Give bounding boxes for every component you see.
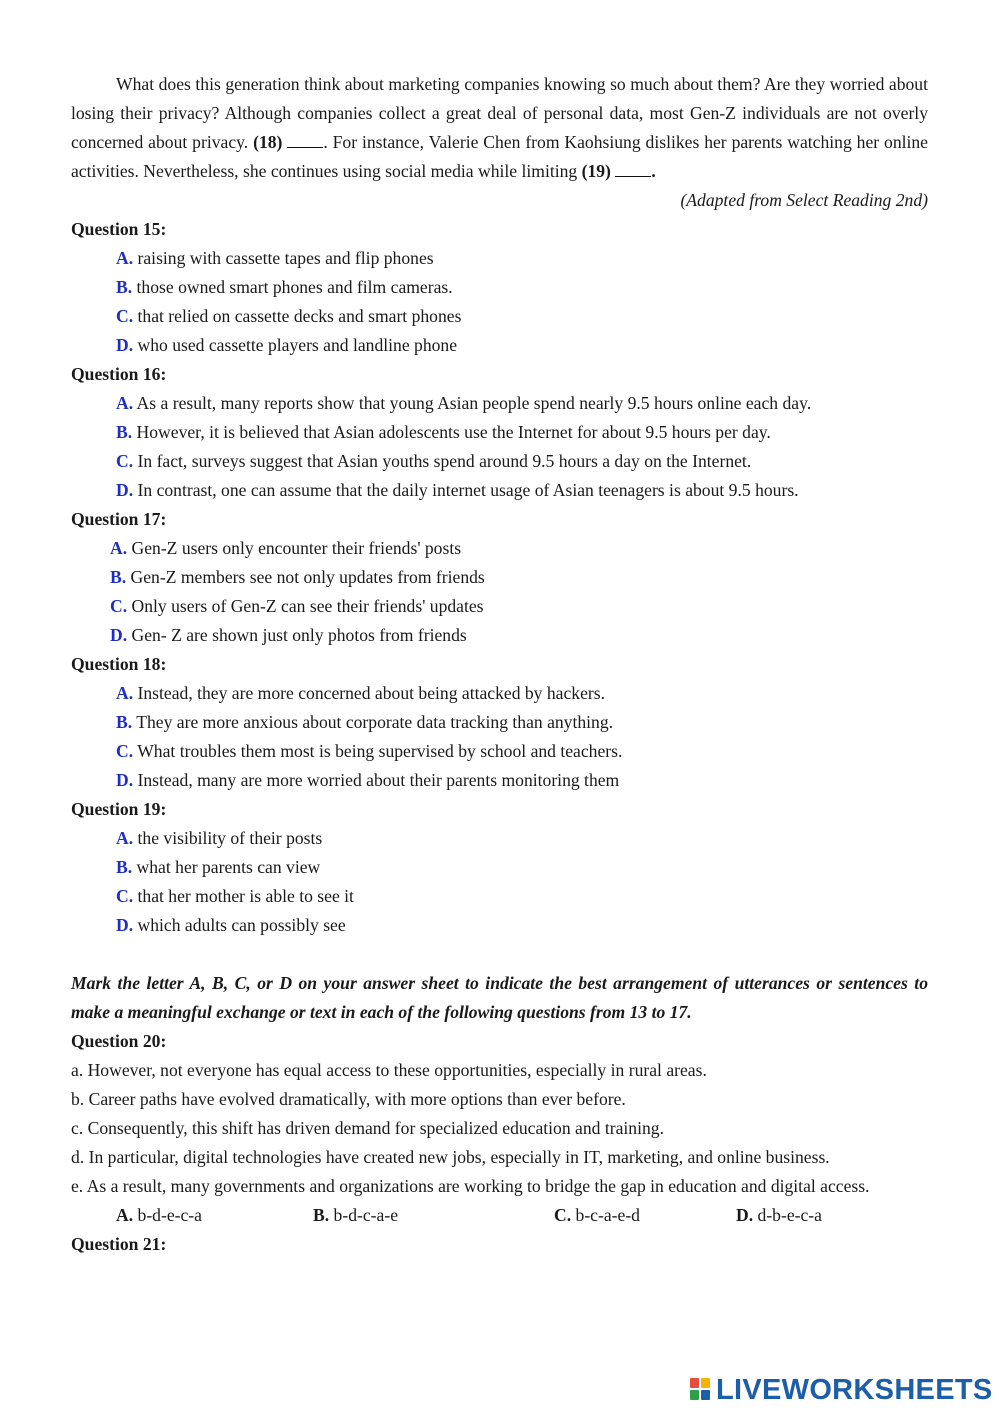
option-letter: D.: [736, 1205, 754, 1225]
option-text: which adults can possibly see: [137, 915, 346, 935]
gap-marker-18: (18): [253, 132, 283, 152]
question-19-option-b[interactable]: [71, 853, 928, 882]
option-letter: A.: [110, 538, 128, 558]
gap-marker-19: (19): [581, 161, 611, 181]
option-letter: C.: [116, 741, 134, 761]
option-letter: A.: [116, 248, 134, 268]
question-18-option-c[interactable]: [71, 737, 928, 766]
option-letter: B.: [116, 422, 133, 442]
question-20-option-d[interactable]: [736, 1201, 822, 1230]
question-20-answers: [71, 1201, 928, 1230]
option-text: Gen-Z members see not only updates from friends: [130, 567, 485, 587]
option-letter: D.: [110, 625, 128, 645]
question-16-title: Question 16:: [71, 364, 167, 384]
option-letter: D.: [116, 335, 134, 355]
question-16-option-d[interactable]: [71, 476, 928, 505]
option-text: who used cassette players and landline phone: [137, 335, 458, 355]
question-17-option-c[interactable]: [71, 592, 928, 621]
option-letter: A.: [116, 1205, 134, 1225]
question-20-sentence-b: b. Career paths have evolved dramatically, with more options than ever before.: [71, 1089, 626, 1109]
option-text: that relied on cassette decks and smart phones: [137, 306, 462, 326]
option-letter: B.: [116, 712, 133, 732]
question-17-option-d[interactable]: [71, 621, 928, 650]
option-text: what her parents can view: [136, 857, 321, 877]
question-20-option-b[interactable]: [313, 1201, 398, 1230]
question-18-option-d[interactable]: [71, 766, 928, 795]
passage-text-1: What does this generation think about marketing companies knowing so much about them? Are they worried about losing their privacy? Although companies collect a great deal of personal data, most Gen-Z individuals are not overly concerned about privacy.: [71, 74, 928, 152]
option-letter: C.: [116, 451, 134, 471]
option-text: However, it is believed that Asian adolescents use the Internet for about 9.5 hours per day.: [136, 422, 771, 442]
question-16-option-c[interactable]: [71, 447, 928, 476]
option-letter: D.: [116, 915, 134, 935]
option-letter: C.: [110, 596, 128, 616]
question-19-title: Question 19:: [71, 799, 167, 819]
option-letter: C.: [116, 306, 134, 326]
question-20-option-a[interactable]: [116, 1201, 202, 1230]
passage-source: (Adapted from Select Reading 2nd): [680, 190, 928, 210]
option-text: that her mother is able to see it: [137, 886, 354, 906]
section-instruction: Mark the letter A, B, C, or D on your answer sheet to indicate the best arrangement of utterances or sentences to make a meaningful exchange or text in each of the following questions from 13 to 17.: [71, 973, 928, 1022]
question-18-option-a[interactable]: [71, 679, 928, 708]
question-17-option-a[interactable]: [71, 534, 928, 563]
option-text: Gen-Z users only encounter their friends' posts: [131, 538, 462, 558]
question-16-option-a[interactable]: [71, 389, 928, 418]
option-letter: A.: [116, 393, 134, 413]
worksheet-page: [71, 70, 928, 1259]
question-20-sentence-c: c. Consequently, this shift has driven demand for specialized education and training.: [71, 1118, 664, 1138]
blank-19: [615, 162, 651, 177]
option-text: As a result, many reports show that young Asian people spend nearly 9.5 hours online each day.: [136, 393, 812, 413]
option-text: What troubles them most is being supervised by school and teachers.: [137, 741, 623, 761]
option-letter: C.: [554, 1205, 572, 1225]
logo-text: LIVEWORKSHEETS: [716, 1373, 993, 1406]
question-20-sentence-d: d. In particular, digital technologies have created new jobs, especially in IT, marketing, and online business.: [71, 1147, 830, 1167]
question-16-option-b[interactable]: [71, 418, 928, 447]
option-letter: B.: [110, 567, 127, 587]
option-letter: D.: [116, 770, 134, 790]
option-letter: B.: [313, 1205, 330, 1225]
question-20-sentence-e: e. As a result, many governments and organizations are working to bridge the gap in education and digital access.: [71, 1176, 870, 1196]
option-letter: B.: [116, 277, 133, 297]
question-21-title: Question 21:: [71, 1234, 167, 1254]
question-17-title: Question 17:: [71, 509, 167, 529]
option-letter: D.: [116, 480, 134, 500]
blank-18: [287, 133, 323, 148]
question-15-option-c[interactable]: [71, 302, 928, 331]
option-text: the visibility of their posts: [137, 828, 323, 848]
question-15-option-d[interactable]: [71, 331, 928, 360]
question-20-title: Question 20:: [71, 1031, 167, 1051]
option-text: b-d-e-c-a: [137, 1205, 202, 1225]
question-18-option-b[interactable]: [71, 708, 928, 737]
option-text: Instead, many are more worried about their parents monitoring them: [137, 770, 620, 790]
liveworksheets-logo-icon: [690, 1378, 712, 1402]
question-19-option-a[interactable]: [71, 824, 928, 853]
passage-end-period: .: [651, 161, 656, 181]
option-letter: C.: [116, 886, 134, 906]
question-20-option-c[interactable]: [554, 1201, 640, 1230]
option-text: Instead, they are more concerned about being attacked by hackers.: [137, 683, 606, 703]
option-text: In fact, surveys suggest that Asian youths spend around 9.5 hours a day on the Internet.: [137, 451, 752, 471]
option-text: d-b-e-c-a: [757, 1205, 822, 1225]
option-letter: A.: [116, 683, 134, 703]
option-text: Only users of Gen-Z can see their friends' updates: [131, 596, 484, 616]
liveworksheets-logo[interactable]: [690, 1374, 993, 1406]
question-19-option-c[interactable]: [71, 882, 928, 911]
option-text: raising with cassette tapes and flip phones: [137, 248, 434, 268]
question-19-option-d[interactable]: [71, 911, 928, 940]
option-text: b-c-a-e-d: [575, 1205, 640, 1225]
passage-text-2: . For instance, Valerie Chen from Kaohsiung dislikes her parents watching her online activities. Nevertheless, she continues using social media while limiting: [71, 132, 928, 181]
question-17-option-b[interactable]: [71, 563, 928, 592]
question-15-option-a[interactable]: [71, 244, 928, 273]
option-text: They are more anxious about corporate data tracking than anything.: [136, 712, 614, 732]
option-text: Gen- Z are shown just only photos from friends: [131, 625, 467, 645]
question-15-title: Question 15:: [71, 219, 167, 239]
question-20-sentence-a: a. However, not everyone has equal access to these opportunities, especially in rural areas.: [71, 1060, 707, 1080]
option-letter: B.: [116, 857, 133, 877]
option-letter: A.: [116, 828, 134, 848]
passage-paragraph: [71, 70, 928, 186]
option-text: those owned smart phones and film cameras.: [136, 277, 453, 297]
option-text: In contrast, one can assume that the daily internet usage of Asian teenagers is about 9.5 hours.: [137, 480, 799, 500]
option-text: b-d-c-a-e: [333, 1205, 399, 1225]
question-18-title: Question 18:: [71, 654, 167, 674]
question-15-option-b[interactable]: [71, 273, 928, 302]
